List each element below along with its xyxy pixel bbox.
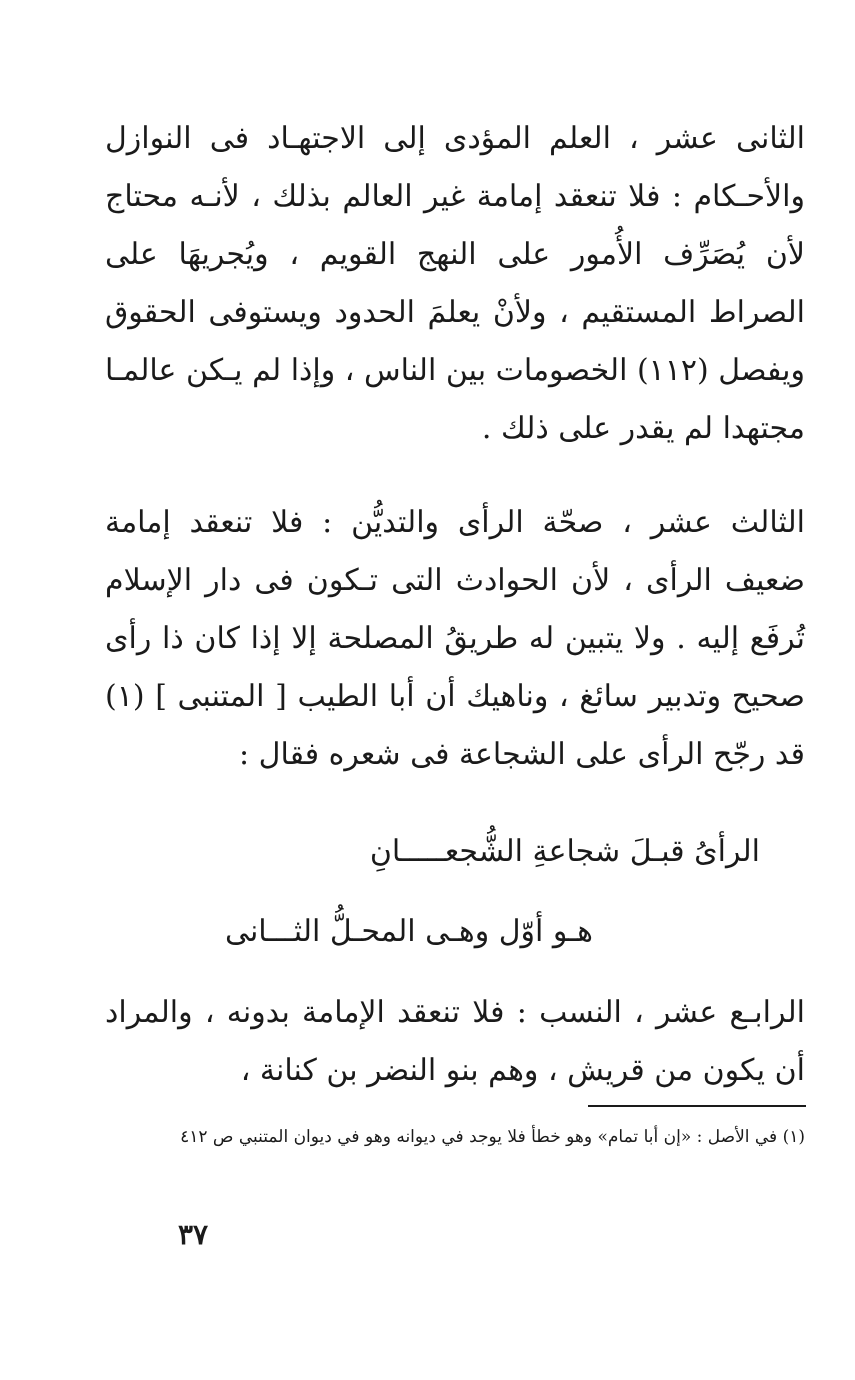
- paragraph-fourteenth-condition: الرابـع عشر ، النسب : فلا تنعقد الإمامة بدونه ، والمراد أن يكون من قريش ، وهم بنو النضر بن كنانة ،: [105, 995, 805, 1088]
- verse-line-2: هـو أوّل وهـى المحـلُّ الثـــانى: [224, 914, 593, 949]
- paragraph-thirteenth-condition: الثالث عشر ، صحّة الرأى والتديُّن : فلا تنعقد إمامة ضعيف الرأى ، لأن الحوادث التى تـكون فى دار الإسلام تُرفَع إليه . ولا يتبين له طريقُ المصلحة إلا إذا كان ذا رأى صحيح وتدبير سائغ ، وناهيك أن أبا الطيب [ المتنبى ] (١) قد رجّح الرأى على الشجاعة فى شعره فقال :: [105, 505, 805, 772]
- page-number: ٣٧: [178, 1218, 209, 1251]
- footnote: (١) في الأصل : «إن أبا تمام» وهو خطأ فلا يوجد في ديوانه وهو في ديوان المتنبي ص ٤١٢: [180, 1127, 805, 1147]
- verse-line-1: الرأىُ قبـلَ شجاعةِ الشُّجعـــــانِ: [369, 834, 760, 869]
- footnote-separator: [588, 1105, 806, 1107]
- paragraph-twelfth-condition: الثانى عشر ، العلم المؤدى إلى الاجتهـاد فى النوازل والأحـكام : فلا تنعقد إمامة غير العالم بذلك ، لأنـه محتاج لأن يُصَرِّف الأُمور على النهج القويم ، ويُجريهَا على الصراط المستقيم ، ولأنْ يعلمَ الحدود ويستوفى الحقوق ويفصل (١١٢) الخصومات بين الناس ، وإذا لم يـكن عالمـا مجتهدا لم يقدر على ذلك .: [105, 121, 805, 446]
